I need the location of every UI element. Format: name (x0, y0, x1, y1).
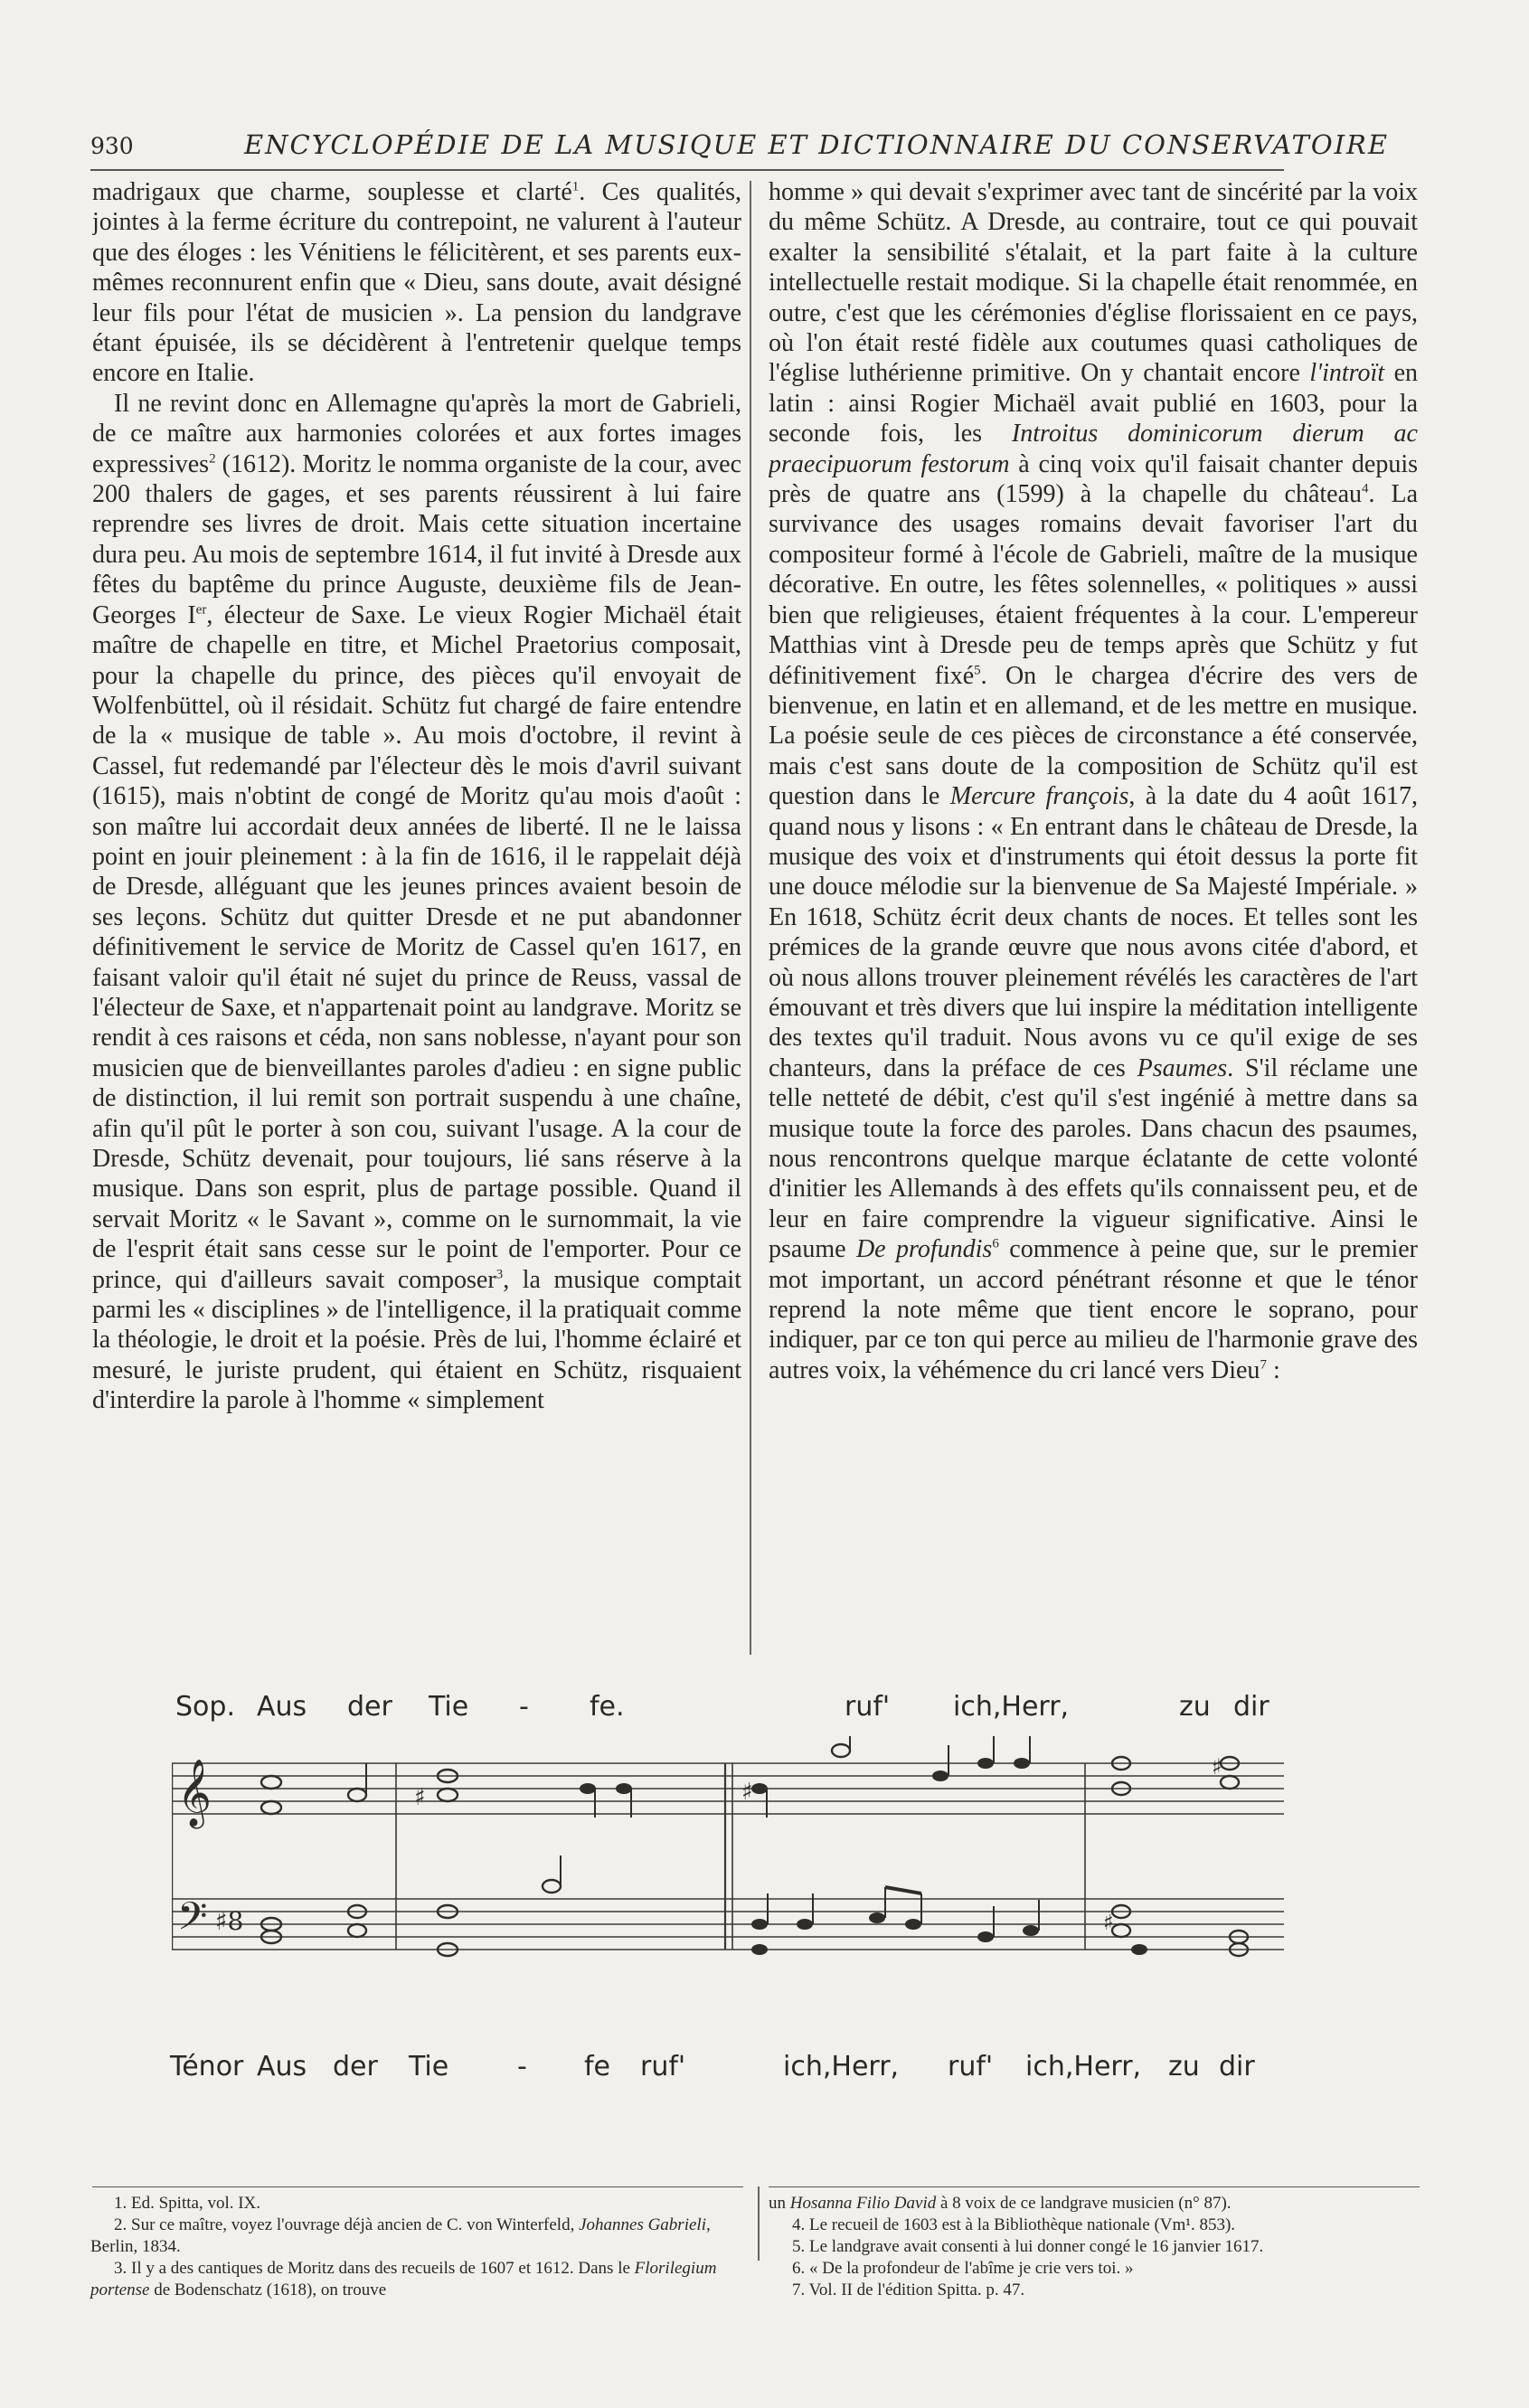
footnote-rule-right (769, 2186, 1420, 2187)
footnote-rule-left (92, 2186, 743, 2187)
de-profundis-title: De profundis (855, 1235, 993, 1264)
right-paragraph-1: homme » qui devait s'exprimer avec tant de sincérité par la voix du même Schütz. A Dresde, au contraire, tout ce qui pouvait exalter la sensibilité s'étalait, et la part faite à la culture intellectuelle restait modique. Si la chapelle était renommée, en outre, c'est que les cérémonies d'église florissaient en ce pays, où l'on était resté fidèle aux coutumes quasi catholiques de l'église luthérienne primitive. On y chantait encore l'introït en latin : ainsi Rogier Michaël avait publié en 1603, pour la seconde fois, les Introitus dominicorum dierum ac praecipuorum festorum à cinq voix qu'il faisait chanter depuis près de quatre ans (1599) à la chapelle du château$^4$. La survivance des usages romains devait favoriser l'art du compositeur formé à l'école de Gabrieli, maître de la musique décorative. En outre, les fêtes solennelles, « politiques » aussi bien que religieuses, étaient fréquentes à la cour. L'empereur Matthias vint à Dresde peu de temps après que Schütz y fut définitivement fixé$^5$. On le chargea d'écrire des vers de bienvenue, en latin et en allemand, et de les mettre en musique. La poésie seule de ces pièces de circonstance a été conservée, mais c'est sans doute de la composition de Schütz qu'il est question dans le Mercure françois, à la date du 4 août 1617, quand nous y lisons : « En entrant dans le château de Dresde, la musique des voix et d'instruments qui étoit dessus la porte fit une douce mélodie sur la bienvenue de Sa Majesté Impériale. » En 1618, Schütz écrit deux chants de noces. Et telles sont les prémices de la grande œuvre que nous avons citée d'abord, et où nous allons trouver pleinement révélés les caractères de l'art émouvant et très divers que lui inspire la méditation intelligente des textes qu'il traduit. Nous avons vu ce qu'il exige de ses chanteurs, dans la préface de ces Psaumes. S'il réclame une telle netteté de débit, c'est qu'il s'est ingénié à mettre dans sa musique toute la force des paroles. Dans chacun des psaumes, nous rencontrons quelque marque éclatante de cette volonté d'initier les Allemands à des effets qu'ils connaissent peu, et de leur en faire comprendre la vigueur significative. Ainsi le psaume De profundis$^6$ commence à peine que, sur le premier mot important, un accord pénétrant résonne et que le ténor reprend la note même que tient encore le soprano, pour indiquer, par ce ton qui perce au milieu de l'harmonie grave des autres voix, la véhémence du cri lancé vers Dieu$^7$ : (769, 178, 1418, 1384)
lyric-word: Tie (429, 1691, 469, 1723)
footnote-ref-3: 3 (496, 1267, 504, 1282)
footnote-divider (758, 2186, 760, 2261)
lyric-word: fe. (590, 1691, 625, 1723)
lyric-word: dir (1219, 2051, 1255, 2082)
footnote-ref-6: 6 (992, 1236, 999, 1251)
lyric-word: - (517, 2051, 527, 2082)
page-header (90, 127, 1390, 167)
footnote-7: 7. Vol. II de l'édition Spitta. p. 47. (792, 2281, 1025, 2299)
psaumes-title: Psaumes (1137, 1053, 1228, 1082)
footnote-ref-1: 1 (571, 179, 580, 194)
lyric-word: zu (1168, 2051, 1200, 2082)
footnotes-left (90, 2193, 746, 2301)
lyric-word: zu (1179, 1691, 1211, 1723)
introit-term: l'introït (1309, 359, 1385, 388)
svg-text:𝄞: 𝄞 (177, 1760, 212, 1827)
soprano-label: Sop. (175, 1691, 235, 1723)
lyric-word: - (519, 1691, 529, 1723)
footnote-2: 2. Sur ce maître, voyez l'ouvrage déjà ancien de C. von Winterfeld, Johannes Gabrieli, Berlin, 1834. (90, 2215, 711, 2256)
tenor-label: Ténor (170, 2051, 244, 2082)
footnote-ref-4: 4 (1362, 481, 1369, 496)
superscript-er: er (195, 602, 207, 618)
left-paragraph-1: madrigaux que charme, souplesse et clarté$^1$. Ces qualités, jointes à la ferme écriture du contrepoint, ne valurent à l'auteur que des éloges : les Vénitiens le félicitèrent, et ses parents eux-mêmes reconnurent enfin que « Dieu, sans doute, avait désigné leur fils pour l'état de musicien ». La pension du landgrave étant épuisée, ils se décidèrent à l'entretenir quelque temps encore en Italie. (92, 178, 741, 388)
footnote-ref-5: 5 (974, 663, 981, 678)
score-staves (172, 1736, 1293, 2035)
lyric-word: ich,Herr, (953, 1691, 1070, 1723)
lyric-word: fe (584, 2051, 611, 2082)
footnote-ref-2: 2 (209, 451, 216, 467)
header-rule (90, 169, 1284, 171)
left-paragraph-2: Il ne revint donc en Allemagne qu'après la mort de Gabrieli, de ce maître aux harmonies colorées et aux fortes images expressives$^2$ (1612). Moritz le nomma organiste de la cour, avec 200 thalers de gages, et ses parents réussirent à lui faire reprendre ses livres de droit. Mais cette situation incertaine dura peu. Au mois de septembre 1614, il fut invité à Dresde aux fêtes du baptême du prince Auguste, deuxième fils de Jean-Georges Ier, électeur de Saxe. Le vieux Rogier Michaël était maître de chapelle en titre, et Michel Praetorius composait, pour la chapelle du prince, des pièces qu'il envoyait de Wolfenbüttel, où il résidait. Schütz fut chargé de faire entendre de la « musique de table ». Au mois d'octobre, il revint à Cassel, fut redemandé par l'électeur dès le mois d'avril suivant (1615), mais n'obtint de congé de Moritz qu'au mois d'août : son maître lui accordait deux années de liberté. Il ne le laissa point en jouir pleinement : à la fin de 1616, il le rappelait déjà de Dresde, alléguant que les jeunes princes avaient besoin de ses leçons. Schütz dut quitter Dresde et ne put abandonner définitivement le service de Moritz de Cassel qu'en 1617, en faisant valoir qu'il était né sujet du prince de Reuss, vassal de l'électeur de Saxe, et n'appartenait point au landgrave. Moritz se rendit à ces raisons et céda, non sans noblesse, n'ayant pour son musicien que de bienveillantes paroles d'adieu : en signe public de distinction, il lui remit son portrait suspendu à une chaîne, afin qu'il pût le porter à son cou, suivant l'usage. A la cour de Dresde, Schütz devenait, pour toujours, lié sans réserve à la musique. Dans son esprit, plus de partage possible. Quand il servait Moritz « le Savant », comme on le surnommait, la vie de l'esprit était sans cesse sur le point de l'emporter. Pour ce prince, qui d'ailleurs savait composer$^3$, la musique comptait parmi les « disciplines » de l'intelligence, il la pratiquait comme la théologie, le droit et la poésie. Près de lui, l'homme éclairé et mesuré, le juriste prudent, qui étaient en Schütz, risquaient d'interdire la parole à l'homme « simplement (92, 389, 741, 1415)
svg-text:♯: ♯ (741, 1779, 753, 1806)
lyric-word: ich,Herr, (783, 2051, 900, 2082)
lyric-word: Tie (409, 2051, 449, 2082)
svg-text:♯: ♯ (1212, 1754, 1222, 1780)
svg-text:♯: ♯ (1103, 1910, 1114, 1935)
lyric-word: der (333, 2051, 378, 2082)
lyric-word: ruf' (948, 2051, 994, 2082)
footnote-3-continued: un Hosanna Filio David à 8 voix de ce landgrave musicien (n° 87). (769, 2194, 1232, 2213)
lyric-word: ich,Herr, (1025, 2051, 1142, 2082)
footnote-3: 3. Il y a des cantiques de Moritz dans des recueils de 1607 et 1612. Dans le Florilegium portense de Bodenschatz (1618), on trouve (90, 2259, 717, 2299)
introitus-title: Introitus dominicorum dierum ac praecipuorum festorum (769, 420, 1418, 478)
mercure-title: Mercure françois (949, 782, 1129, 811)
footnote-1: 1. Ed. Spitta, vol. IX. (114, 2194, 261, 2213)
page-number: 930 (90, 133, 134, 159)
svg-text:♯8: ♯8 (215, 1906, 244, 1936)
right-column (769, 177, 1418, 1657)
footnote-4: 4. Le recueil de 1603 est à la Bibliothèque nationale (Vm¹. 853). (792, 2215, 1236, 2234)
footnote-ref-7: 7 (1260, 1357, 1267, 1373)
svg-text:𝄢: 𝄢 (177, 1894, 208, 1949)
lyric-word: Aus (257, 1691, 307, 1723)
lyric-word: der (347, 1691, 392, 1723)
footnote-6: 6. « De la profondeur de l'abîme je crie vers toi. » (792, 2259, 1134, 2278)
lyric-word: ruf' (640, 2051, 686, 2082)
lyric-word: Aus (257, 2051, 307, 2082)
footnote-5: 5. Le landgrave avait consenti à lui donner congé le 16 janvier 1617. (792, 2237, 1264, 2256)
lyric-word: ruf' (845, 1691, 891, 1723)
lyric-word: dir (1233, 1691, 1269, 1723)
column-divider (750, 181, 751, 1655)
svg-text:♯: ♯ (414, 1784, 426, 1811)
left-column (92, 177, 741, 1657)
footnotes-right (769, 2193, 1420, 2301)
running-title: ENCYCLOPÉDIE DE LA MUSIQUE ET DICTIONNAIRE DU CONSERVATOIRE (244, 129, 1390, 160)
music-example (172, 1691, 1293, 2089)
